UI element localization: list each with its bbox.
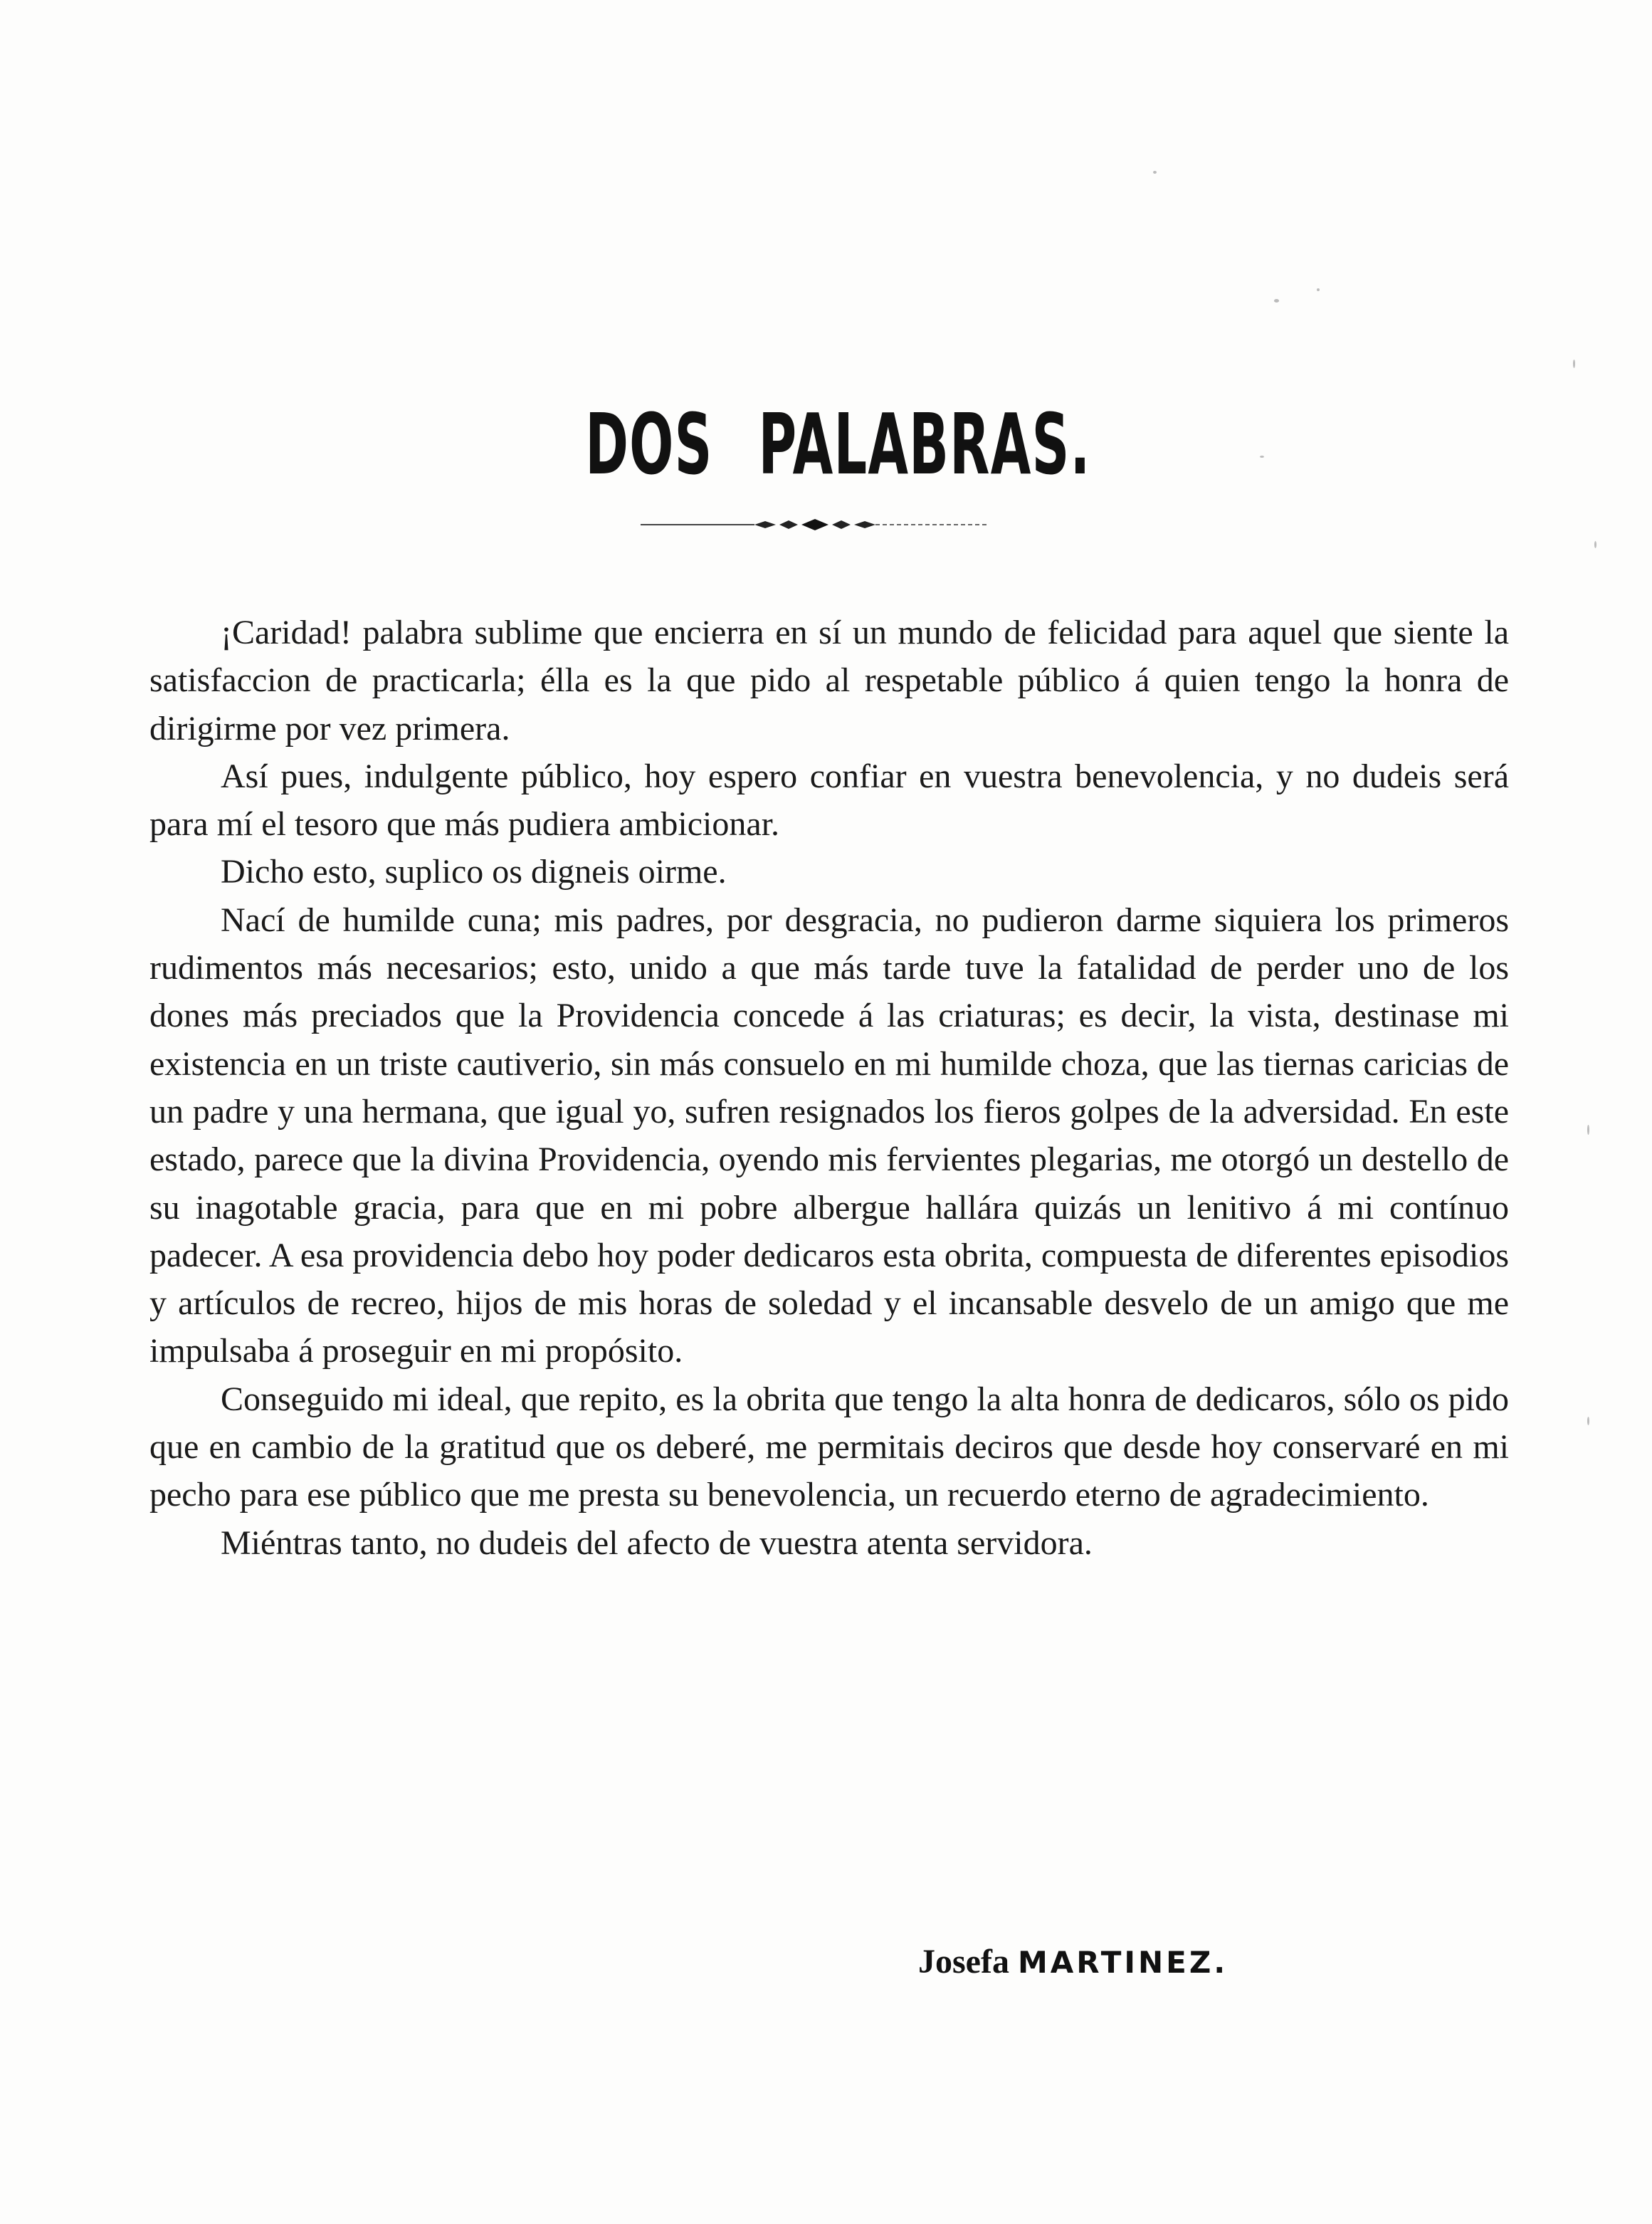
paper-speck bbox=[1594, 541, 1596, 548]
paper-speck bbox=[1573, 360, 1575, 368]
page-title: DOS PALABRAS. bbox=[585, 395, 1091, 493]
decorative-rule-icon bbox=[641, 514, 989, 535]
paragraph: Conseguido mi ideal, que repito, es la obrita que tengo la alta honra de dedicaros, sólo os pido que en cambio de la gratitud que os deberé, me permitais deciros que desde hoy conservaré en mi pecho para ese público que me presta su benevolencia, un recuerdo eterno de agradecimiento. bbox=[149, 1380, 1509, 1514]
paper-speck bbox=[1274, 299, 1279, 303]
paragraph: Dicho esto, suplico os digneis oirme. bbox=[221, 853, 727, 891]
paper-speck bbox=[1153, 171, 1157, 174]
paragraph: Miéntras tanto, no dudeis del afecto de vuestra atenta servidora. bbox=[221, 1523, 1093, 1562]
signature-surname: MARTINEZ. bbox=[1017, 1945, 1229, 1980]
signature-first-name: Josefa bbox=[918, 1943, 1009, 1981]
paragraph: ¡Caridad! palabra sublime que encierra en sí un mundo de felicidad para aquel que siente la satisfaccion de practicarla; élla es la que pido al respetable público á quien tengo la honra de dirigirme por vez primera. bbox=[149, 614, 1509, 748]
paper-speck bbox=[1587, 1417, 1589, 1425]
paper-speck bbox=[1317, 288, 1320, 291]
paragraph: Nací de humilde cuna; mis padres, por desgracia, no pudieron darme siquiera los primeros rudimentos más necesarios; esto, unido a que más tarde tuve la fatalidad de perder uno de los dones más preciados que la Providencia concede á las criaturas; es decir, la vista, destinase mi existencia en un triste cautiverio, sin más consuelo en mi humilde choza, que las tiernas caricias de un padre y una hermana, que igual yo, sufren resignados los fieros golpes de la adversidad. En este estado, parece que la divina Providencia, oyendo mis fervientes plegarias, me otorgó un destello de su inagotable gracia, para que en mi pobre albergue hallára quizás un lenitivo á mi contínuo padecer. A esa providencia debo hoy poder dedicaros esta obrita, compuesta de diferentes episodios y artículos de recreo, hijos de mis horas de soledad y el incansable desvelo de un amigo que me impulsaba á proseguir en mi propósito. bbox=[149, 901, 1510, 1370]
body-text bbox=[149, 609, 1509, 1567]
signature bbox=[918, 1942, 1228, 1981]
paper-speck bbox=[1260, 456, 1264, 458]
paper-speck bbox=[1587, 1125, 1589, 1135]
paragraph: Así pues, indulgente público, hoy espero confiar en vuestra benevolencia, y no dudeis será para mí el tesoro que más pudiera ambicionar. bbox=[149, 757, 1509, 844]
